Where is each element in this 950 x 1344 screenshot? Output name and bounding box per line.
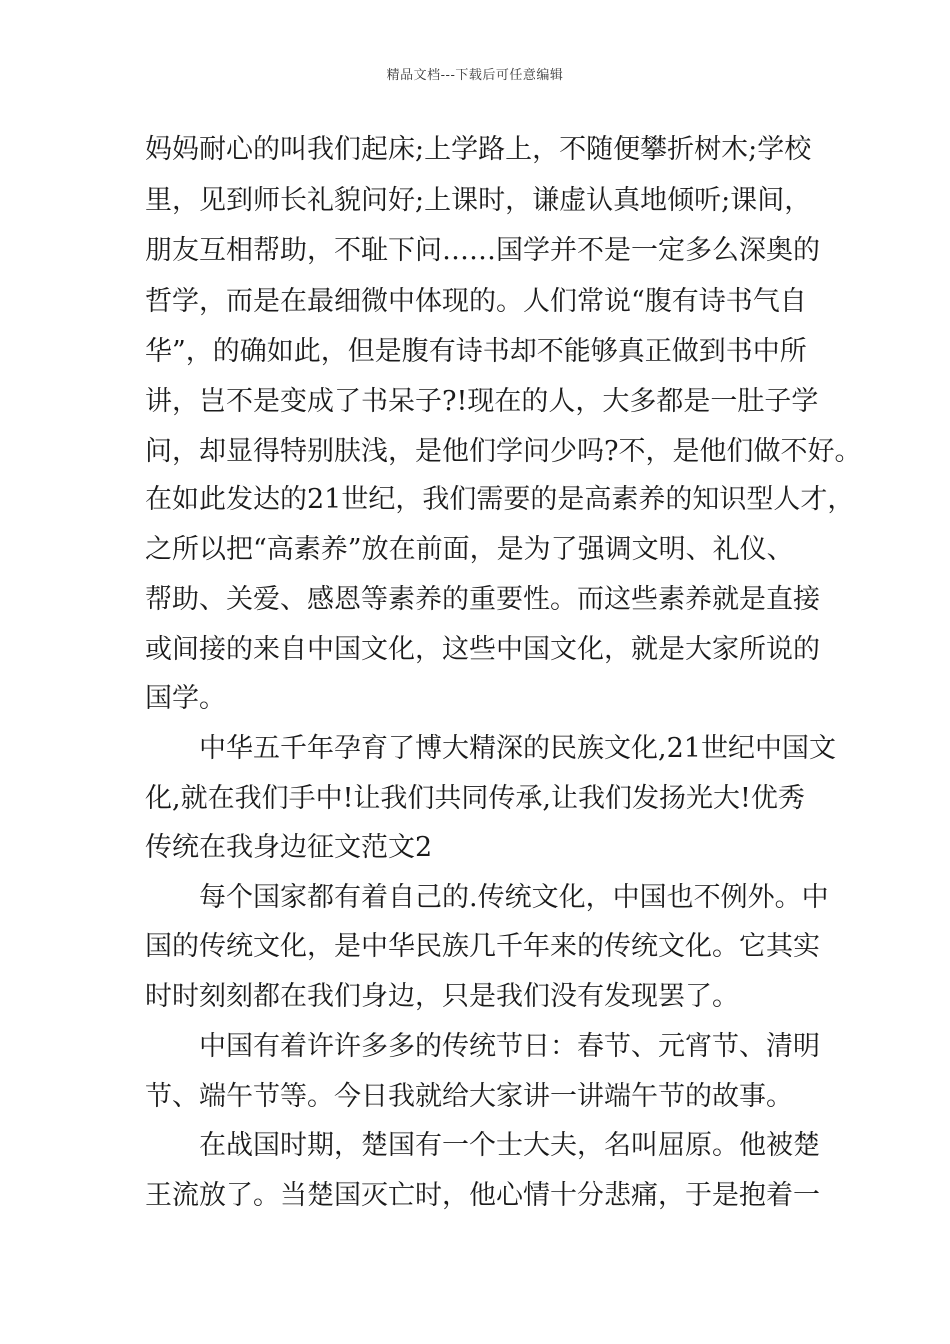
text-line: 里，见到师长礼貌问好;上课时，谦虚认真地倾听;课间， [145,185,812,216]
text-line: 在如此发达的21世纪，我们需要的是高素养的知识型人才， [145,484,855,515]
text-line: 节、端午节等。今日我就给大家讲一讲端午节的故事。 [145,1081,793,1112]
text-line: 传统在我身边征文范文2 [145,832,433,863]
text-line: 时时刻刻都在我们身边，只是我们没有发现罢了。 [145,981,739,1012]
text-line: 之所以把“高素养”放在前面，是为了强调文明、礼仪、 [145,534,794,565]
text-line: 国的传统文化，是中华民族几千年来的传统文化。它其实 [145,931,820,962]
text-line: 问，却显得特别肤浅，是他们学问少吗?不，是他们做不好。 [145,436,862,467]
text-line: 每个国家都有着自己的.传统文化，中国也不例外。中 [199,882,829,913]
page-header: 精品文档---下载后可任意编辑 [386,68,564,83]
text-line: 帮助、关爱、感恩等素养的重要性。而这些素养就是直接 [145,584,820,615]
text-line: 或间接的来自中国文化，这些中国文化，就是大家所说的 [145,634,820,665]
text-line: 王流放了。当楚国灭亡时，他心情十分悲痛，于是抱着一 [145,1180,820,1211]
text-line: 华”，的确如此，但是腹有诗书却不能够真正做到书中所 [145,336,807,367]
text-line: 妈妈耐心的叫我们起床;上学路上，不随便攀折树木;学校 [145,134,812,165]
text-line: 朋友互相帮助，不耻下问……国学并不是一定多么深奥的 [145,235,820,266]
text-line: 中国有着许许多多的传统节日：春节、元宵节、清明 [199,1031,820,1062]
text-line: 化,就在我们手中!让我们共同传承,让我们发扬光大!优秀 [145,783,805,814]
text-line: 讲，岂不是变成了书呆子?!现在的人，大多都是一肚子学 [145,386,819,417]
text-line: 在战国时期，楚国有一个士大夫，名叫屈原。他被楚 [199,1130,820,1161]
text-line: 国学。 [145,683,226,714]
text-line: 哲学，而是在最细微中体现的。人们常说“腹有诗书气自 [145,286,807,317]
text-line: 中华五千年孕育了博大精深的民族文化,21世纪中国文 [199,733,836,764]
